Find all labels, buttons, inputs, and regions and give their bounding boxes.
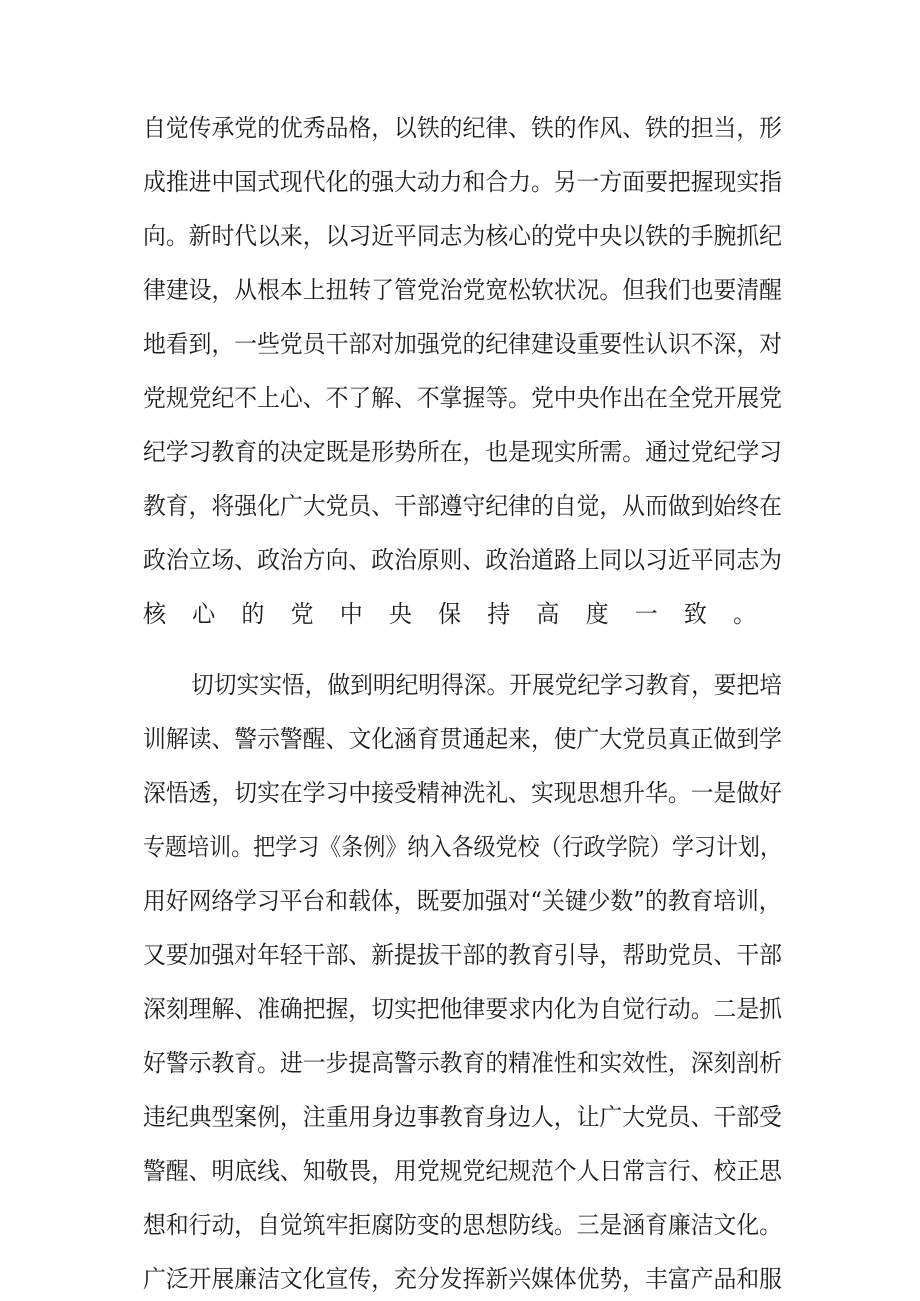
text-line-content: 切切实实悟，做到明纪明得深。开展党纪学习教育，要把培 xyxy=(191,671,782,699)
text-line-content: 专题培训。把学习《条例》纳入各级党校（行政学院）学习计划， xyxy=(143,833,782,861)
text-line xyxy=(0,881,920,921)
text-line-content: 政治立场、政治方向、政治原则、政治道路上同以习近平同志为 xyxy=(143,546,783,574)
text-line xyxy=(0,719,920,759)
text-line xyxy=(0,216,920,256)
text-line-content: 教育，将强化广大党员、干部遵守纪律的自觉，从而做到始终在 xyxy=(143,492,783,520)
text-line-content: 警醒、明底线、知敬畏，用党规党纪规范个人日常言行、校正思 xyxy=(143,1157,783,1185)
text-line xyxy=(0,540,920,580)
text-line xyxy=(0,1151,920,1191)
text-line-content: 深刻理解、准确把握，切实把他律要求内化为自觉行动。二是抓 xyxy=(143,995,783,1023)
text-line xyxy=(0,989,920,1029)
text-line-content: 广泛开展廉洁文化宣传，充分发挥新兴媒体优势，丰富产品和服 xyxy=(143,1265,783,1293)
text-line-content: 成推进中国式现代化的强大动力和合力。另一方面要把握现实指 xyxy=(143,168,783,196)
text-line xyxy=(0,108,920,148)
text-line xyxy=(0,665,920,705)
text-line-content: 训解读、警示警醒、文化涵育贯通起来，使广大党员真正做到学 xyxy=(143,725,783,753)
text-line xyxy=(0,827,920,867)
text-line xyxy=(0,1259,920,1299)
text-line xyxy=(0,432,920,472)
text-line-content: 用好网络学习平台和载体，既要加强对“关键少数”的教育培训， xyxy=(143,887,782,915)
text-line xyxy=(0,486,920,526)
text-line-content: 党规党纪不上心、不了解、不掌握等。党中央作出在全党开展党 xyxy=(143,384,783,412)
text-line xyxy=(0,1205,920,1245)
text-line xyxy=(0,324,920,364)
text-line-content: 深悟透，切实在学习中接受精神洗礼、实现思想升华。一是做好 xyxy=(143,779,783,807)
text-line xyxy=(0,270,920,310)
text-line-content: 违纪典型案例，注重用身边事教育身边人，让广大党员、干部受 xyxy=(143,1103,783,1131)
text-line-content: 又要加强对年轻干部、新提拔干部的教育引导，帮助党员、干部 xyxy=(143,941,783,969)
text-line-content: 自觉传承党的优秀品格，以铁的纪律、铁的作风、铁的担当，形 xyxy=(143,114,783,142)
text-line xyxy=(0,935,920,975)
text-line-content: 想和行动，自觉筑牢拒腐防变的思想防线。三是涵育廉洁文化。 xyxy=(143,1211,783,1239)
text-line xyxy=(0,1043,920,1083)
text-line-content: 纪学习教育的决定既是形势所在，也是现实所需。通过党纪学习 xyxy=(143,438,783,466)
text-line xyxy=(0,162,920,202)
text-line xyxy=(0,594,920,634)
text-line-content: 地看到，一些党员干部对加强党的纪律建设重要性认识不深，对 xyxy=(143,330,783,358)
text-line xyxy=(0,1097,920,1137)
text-line-content: 向。新时代以来，以习近平同志为核心的党中央以铁的手腕抓纪 xyxy=(143,222,783,250)
text-line-content: 好警示教育。进一步提高警示教育的精准性和实效性，深刻剖析 xyxy=(143,1049,783,1077)
text-line xyxy=(0,773,920,813)
text-line xyxy=(0,378,920,418)
text-line-content: 核心的党中央保持高度一致。 xyxy=(143,600,783,628)
text-line-content: 律建设，从根本上扭转了管党治党宽松软状况。但我们也要清醒 xyxy=(143,276,783,304)
